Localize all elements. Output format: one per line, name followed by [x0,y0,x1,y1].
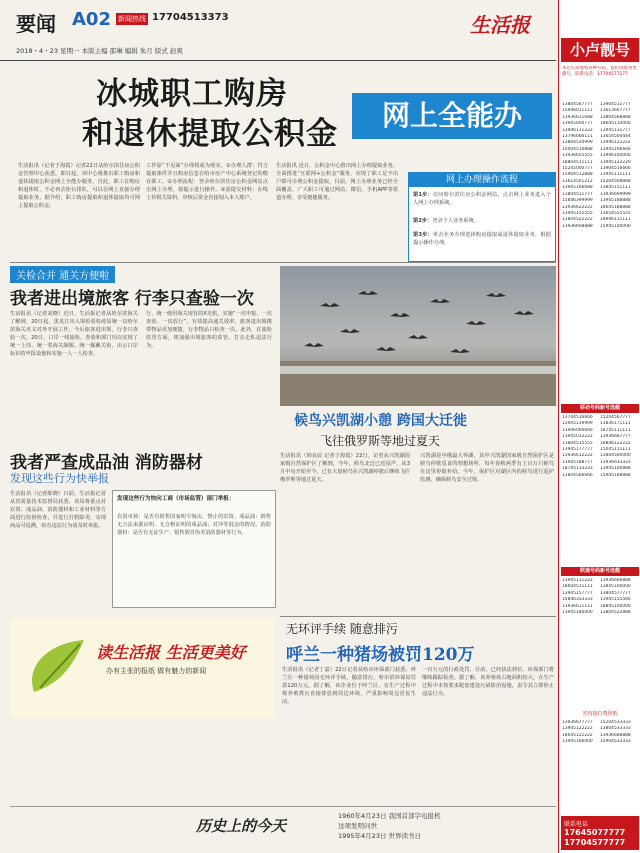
number-list-3 [562,578,638,708]
phone-number: 13613607777 [600,108,631,114]
phone-number: 13936611688 [562,114,593,120]
history-title: 历史上的今天 [196,817,287,835]
step3-text: 单击业务办理选择购房提取或退休提取业务，根据提示操作办理。 [413,232,551,246]
phone-number: 13796666111 [562,134,593,140]
phone-number: 18645110000 [600,121,631,127]
phone-number: 13936688888 [600,732,631,738]
ad-leaf-icon [14,632,104,702]
newspaper-logo: 生活报 [470,13,530,37]
phone-number: 13904511777 [600,102,631,107]
phone-number: 13945131777 [600,127,631,133]
phone-number: 13945157777 [562,590,593,596]
story5-col2: 一百万元的行政处罚，目前，已经执法到位，环保部门将继续跟踪检查。据了解，该养殖场占地面积较大，在生产过程中未按要求配套建设污染防治设施，责令其立即停止违法行为。 [422,667,554,697]
phone-number: 15946011111 [562,108,593,114]
step2-label: 第2步： [413,218,433,224]
sidebar-intro: 本店长期收购各种号码，低价回收各类靓号，联系电话：17704577277 [562,66,637,77]
phone-number: 18946111111 [600,217,631,223]
lead-article-col3: 生活报讯 近日，公积金中心推出网上办理提取业务，全面推进“互联网+公积金”服务，实现了职工足不出户即可办理公积金提取。目前，网上办理业务已经全面覆盖，广大职工可通过网站、微信、手机APP等渠道办理，享受便捷服务。 [276,163,398,201]
divider [10,262,556,263]
step1-text: 访问哈尔滨住房公积金网站，点击网上业务进入个人网上办理系统。 [413,192,551,206]
phone-number: 13945139999 [562,421,593,427]
phone-number: 13945188777 [562,459,593,465]
number-row [562,610,638,616]
page-number: A02 [72,9,111,30]
phone-number: 15945100000 [600,223,631,229]
phone-number: 13936677777 [562,720,593,725]
phone-number: 13804511777 [562,191,593,197]
number-row [562,473,638,479]
contact-label: 联系电话 [564,821,589,828]
phone-number: 15904533333 [600,739,631,745]
phone-number: 13836171111 [600,421,631,427]
phone-number: 13804577777 [600,590,631,596]
number-list-2 [562,415,638,565]
phone-number: 18645122222 [562,732,593,738]
headline-badge: 网上全能办 [352,93,552,139]
phone-number: 15204567777 [600,415,631,420]
phone-number: 13804568888 [600,114,631,120]
phone-number: 13945111222 [562,578,593,583]
phone-number: 15204508888 [600,178,631,184]
phone-number: 13804515555 [562,440,593,446]
date-line: 2018・4・23 星期一 本版主编 邵琳 编辑 朱月 版式 赵爽 [16,47,183,55]
hotline-number: 17704513373 [152,12,229,23]
phone-number: 18804511111 [562,159,593,165]
phone-number: 15846399999 [562,198,593,204]
section-name: 要闻 [16,12,56,36]
process-box-title: 网上办理操作流程 [409,173,555,187]
phone-number: 13945180000 [562,610,593,616]
phone-number: 18604511111 [562,584,593,590]
sidebar-header-2: 移动号码新号选靓 [561,404,639,413]
phone-number: 13845100000 [600,584,631,590]
lead-article-col2: 工作原“不见面”办理将成为现实。①办理人群：符合提取条件并且购房信息在哈市房产中心系统登记的缴存职工。②办理流程：登录哈尔滨住房公积金网站点击网上办理，按提示进行操作。③需提交材料：在线上传相关资料，审核后资金直接划入本人账户。 [146,163,268,201]
headline-line1: 冰城职工购房 [96,76,288,112]
phone-number: 13946111222 [562,127,593,133]
hotline-label: 新闻热线 [118,15,146,23]
phone-number: 18846122222 [600,440,631,446]
phone-number: 13945100888 [600,466,631,472]
phone-number: 15245000777 [562,166,593,172]
phone-number: 13946066666 [562,427,593,433]
bird-photo [280,266,556,406]
phone-number: 18745111111 [600,427,631,433]
step2-text: 登录个人业务系统。 [432,218,479,224]
story3-title: 我者严查成品油 消防器材 [10,453,203,473]
process-box [408,172,556,262]
story3-box-body: 农资市场：是否有销售国家明令淘汰、禁止的农资。成品油：销售无合法来源证明、无合格证明的成品油；对冲等混杂的情况。消防器材：是否有无证生产、销售假冒伪劣消防器材等行为。 [117,514,271,536]
sidebar-header-3: 联通号码新号选靓 [561,567,639,576]
phone-number: 13936612222 [562,453,593,459]
bird-title2: 飞往俄罗斯等地过夏天 [320,434,441,448]
story3-box-title: 发现这些行为快向工商（市场监管）部门举报： [117,496,235,502]
story5-title2: 呼兰一种猪场被罚120万 [286,645,475,665]
phone-number: 13804566666 [562,472,593,478]
phone-number: 13804520999 [562,140,593,146]
phone-number: 13804567777 [562,102,593,107]
story2-col2: 行，统一使用海关现有的X光机，实施“一次申报、一次查验、一次放行”，有效提高通关效率，旅客进出境携带物品更加便捷，行李物品只检查一次。此外，在旅检监管方面，将加强出境旅客的监管，打击走私违法行为。 [146,311,272,349]
page-header [0,0,556,61]
contact-phone-2: 17704577777 [564,838,626,847]
story5-col1: 生活报讯（记者丁嘉）22日记者从哈市环保部门获悉，呼兰区一种猪场因无环评手续，随意排污，哈尔滨环保局罚款120万元。据了解，该企业位于呼兰区，在生产过程中将养殖粪污直接排放到周边环境，严重影响周边居民生活。 [282,667,416,705]
contact-phone-1: 17645077777 [564,828,626,837]
phone-number: 18645188888 [600,204,631,210]
process-step-3 [413,231,551,259]
phone-number: 13945111111 [600,172,631,178]
ad-banner [10,618,274,718]
number-sidebar [558,0,640,853]
phone-number: 13945122222 [562,726,593,732]
phone-number: 15846333333 [562,597,593,603]
sidebar-title: 小卢靓号 [561,38,639,62]
story3-subtitle: 发现这些行为快举报 [10,472,109,485]
phone-number: 13804522222 [562,217,593,223]
phone-number: 13704516666 [562,415,593,420]
phone-number: 13804522888 [600,610,631,616]
phone-number: 13945122220 [600,159,631,165]
phone-number: 13936611111 [562,603,593,609]
phone-number: 13945012222 [562,434,593,440]
phone-number: 13945166688 [562,185,593,191]
phone-number: 13946100000 [600,153,631,159]
phone-number: 15004510888 [562,146,593,152]
phone-number: 13654504444 [600,134,631,140]
phone-number: 13936666888 [600,578,631,583]
ad-slogan: 读生活报 生活更美好 [96,643,246,662]
story3-box [112,490,276,608]
history-item3: 1995年4月23日 世界读书日 [338,832,422,840]
phone-number: 13945166666 [600,146,631,152]
story2-kicker: 关检合并 通关方便啦 [10,266,115,283]
number-row [562,739,638,745]
process-step-2 [413,217,551,229]
phone-number: 13936633333 [600,459,631,465]
phone-number: 13945188888 [600,198,631,204]
story3-col1: 生活报讯（记者陈晓）日前，生活报记者从省质量技术监督局获悉，该局将重点对农资、成品油、消防器材和工业材料等方面进行监督检查，并进行打假除劣，实现商品可追溯，如有违法行为请及时举报。 [10,491,106,529]
ad-subline: 办有主张的报纸 做有魅力的新闻 [106,667,207,675]
phone-number: 13936687777 [600,434,631,440]
phone-number: 15904512888 [562,172,593,178]
headline-line2: 和退休提取公积金 [82,116,338,152]
phone-number: 15945188888 [600,472,631,478]
phone-number: 13945166000 [562,739,593,745]
phone-number: 13804500000 [600,453,631,459]
phone-number: 18845100000 [600,603,631,609]
phone-number: 13945177777 [562,447,593,453]
history-bar [10,806,556,847]
bird-title1: 候鸟兴凯湖小憩 跨国大迁徙 [294,413,467,429]
phone-number: 18745133333 [562,466,593,472]
bird-col1: 生活报讯（韩良辰 记者于海霞）22日，记者从兴凯湖国家级自然保护区了解到，今年，候鸟北迁已近尾声，从3月中旬开始至今，已有大量候鸟在兴凯湖停歇后继续飞往俄罗斯等地过夏天。 [280,453,410,483]
phone-number: 13904516666 [600,166,631,172]
contact-box [561,816,639,850]
phone-number: 13936609999 [600,191,631,197]
phone-number: 15204533333 [600,720,631,725]
history-item1: 1960年4月23日 我国首部字电报机 [338,812,441,820]
bird-col2: 兴凯湖是中俄最大界湖，其中兴凯湖国家级自然保护区是候鸟停歇觅食的理想场所，每年春秋两季有上百万只候鸟在这里停歇补给。今年，保护区对湖区内的候鸟进行巡护监测，确保候鸟安全过境。 [420,453,554,483]
step1-label: 第1步： [413,192,433,198]
phone-number: 13945000777 [562,121,593,127]
phone-number: 13946122222 [600,140,631,146]
number-list-4 [562,720,638,814]
phone-number: 13804533333 [600,726,631,732]
number-row [562,224,638,230]
phone-number: 13936622222 [562,204,593,210]
number-list-1 [562,102,638,402]
phone-number: 15045111111 [600,447,631,453]
phone-number: 13654555555 [600,210,631,216]
divider2 [280,616,556,617]
lead-article-col1: 生活报讯（记者于海霞）记者22日从哈尔滨住房公积金管理中心获悉，即日起，该中心将推出职工购房和退休提取公积金网上全能办服务。自此，职工在购房和退休时，不必再去柜台排队，可以在网上直接办理提取业务。据介绍，职工购房提取和退休提取均可网上提取公积金。 [18,163,140,209]
sidebar-section-2: 省内接打费用低 [582,711,618,717]
phone-number: 13614501212 [562,178,593,184]
phone-number: 13945155555 [562,210,593,216]
phone-number: 13945155566 [600,597,631,603]
story2-title: 我者进出境旅客 行李只查验一次 [10,289,254,309]
phone-number: 13936608888 [562,223,593,229]
history-item2: 这项发明问世 [338,822,377,830]
phone-number: 13845151111 [600,185,631,191]
process-step-1 [413,191,551,215]
step3-label: 第3步： [413,232,433,238]
phone-number: 13936655555 [562,153,593,159]
story2-col1: 生活报讯（记者刘晓）近日，生活报记者从哈尔滨海关了解到，20日起，黑龙江出入境检验检疫局统一以哈尔滨海关名义对外开展工作，今后旅客进出境，行李只查验一次。20日，口岸一线旅检、查验和部门均以实现了统一上岗、统一着海关制服、统一佩戴关衔，出示口岸标识的申报设施和实施一人一人检查。 [10,311,138,357]
story5-title1: 无环评手续 随意排污 [286,622,398,636]
